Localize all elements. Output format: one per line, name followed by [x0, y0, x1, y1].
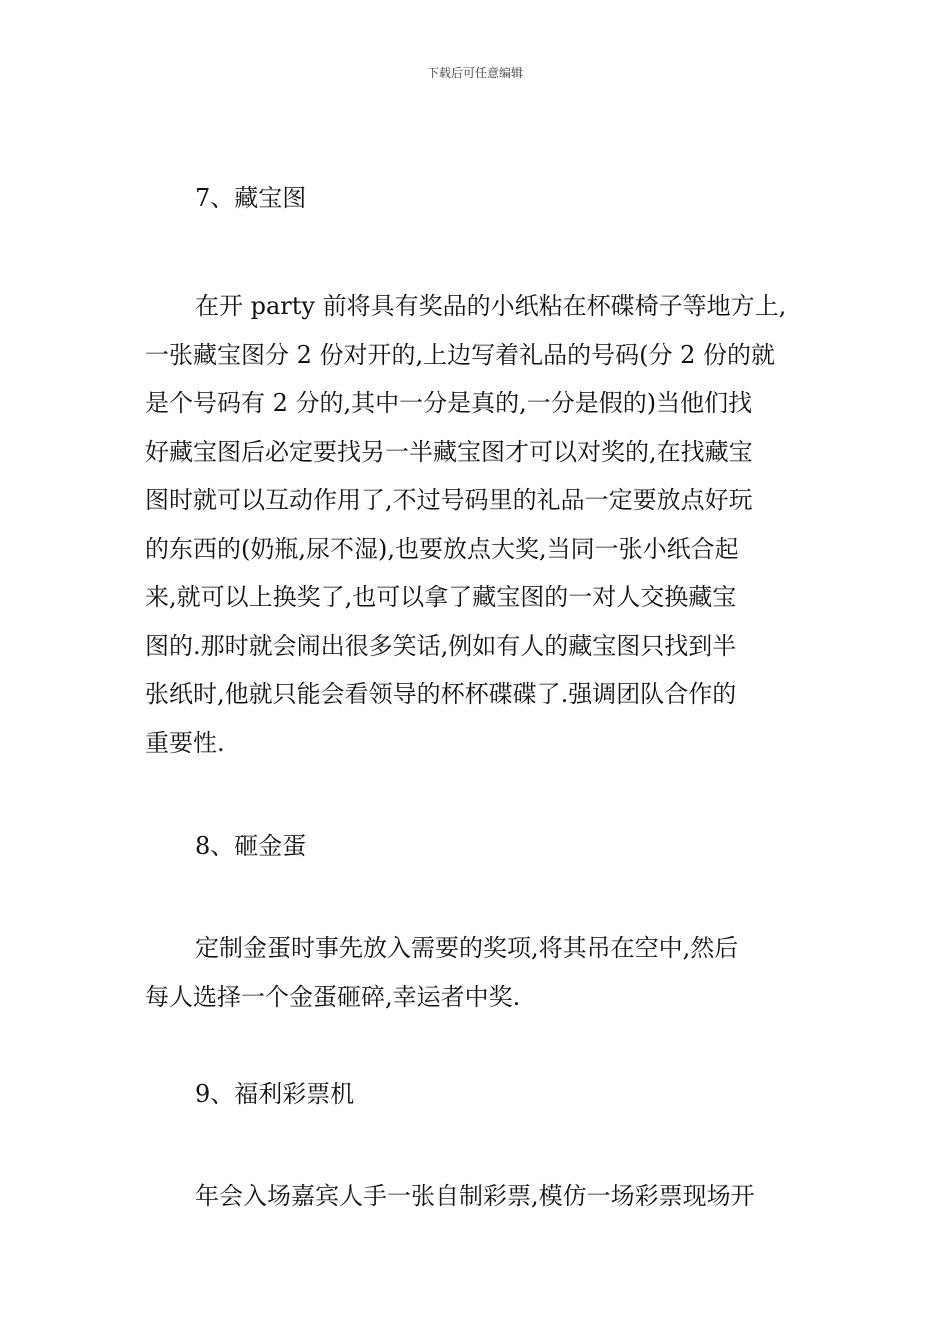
paragraph-line: 重要性. — [145, 728, 225, 757]
paragraph-line: 的东西的(奶瓶,尿不湿),也要放点大奖,当同一张小纸合起 — [145, 534, 739, 563]
section-heading-7: 7、藏宝图 — [195, 184, 307, 212]
section-heading-8: 8、砸金蛋 — [195, 832, 307, 860]
paragraph-line: 定制金蛋时事先放入需要的奖项,将其吊在空中,然后 — [195, 934, 739, 962]
paragraph-line: 是个号码有 2 分的,其中一分是真的,一分是假的)当他们找 — [145, 389, 753, 417]
paragraph-line: 张纸时,他就只能会看领导的杯杯碟碟了.强调团队合作的 — [145, 680, 737, 708]
section-7-paragraph — [145, 282, 810, 767]
paragraph-line: 图的.那时就会闹出很多笑话,例如有人的藏宝图只找到半 — [145, 631, 737, 660]
paragraph-line: 一张藏宝图分 2 份对开的,上边写着礼品的号码(分 2 份的就 — [145, 340, 776, 369]
paragraph-line: 在开 party 前将具有奖品的小纸粘在杯碟椅子等地方上, — [195, 292, 787, 320]
paragraph-line: 每人选择一个金蛋砸碎,幸运者中奖. — [145, 982, 521, 1011]
page-header: 下载后可任意编辑 — [426, 66, 523, 80]
section-8-paragraph — [145, 924, 810, 1021]
paragraph-line: 年会入场嘉宾人手一张自制彩票,模仿一场彩票现场开 — [195, 1182, 755, 1210]
paragraph-line: 来,就可以上换奖了,也可以拿了藏宝图的一对人交换藏宝 — [145, 583, 737, 611]
paragraph-line: 好藏宝图后必定要找另一半藏宝图才可以对奖的,在找藏宝 — [145, 437, 753, 466]
section-heading-9: 9、福利彩票机 — [195, 1080, 355, 1108]
paragraph-line: 图时就可以互动作用了,不过号码里的礼品一定要放点好玩 — [145, 486, 753, 514]
section-9-paragraph — [145, 1172, 810, 1221]
